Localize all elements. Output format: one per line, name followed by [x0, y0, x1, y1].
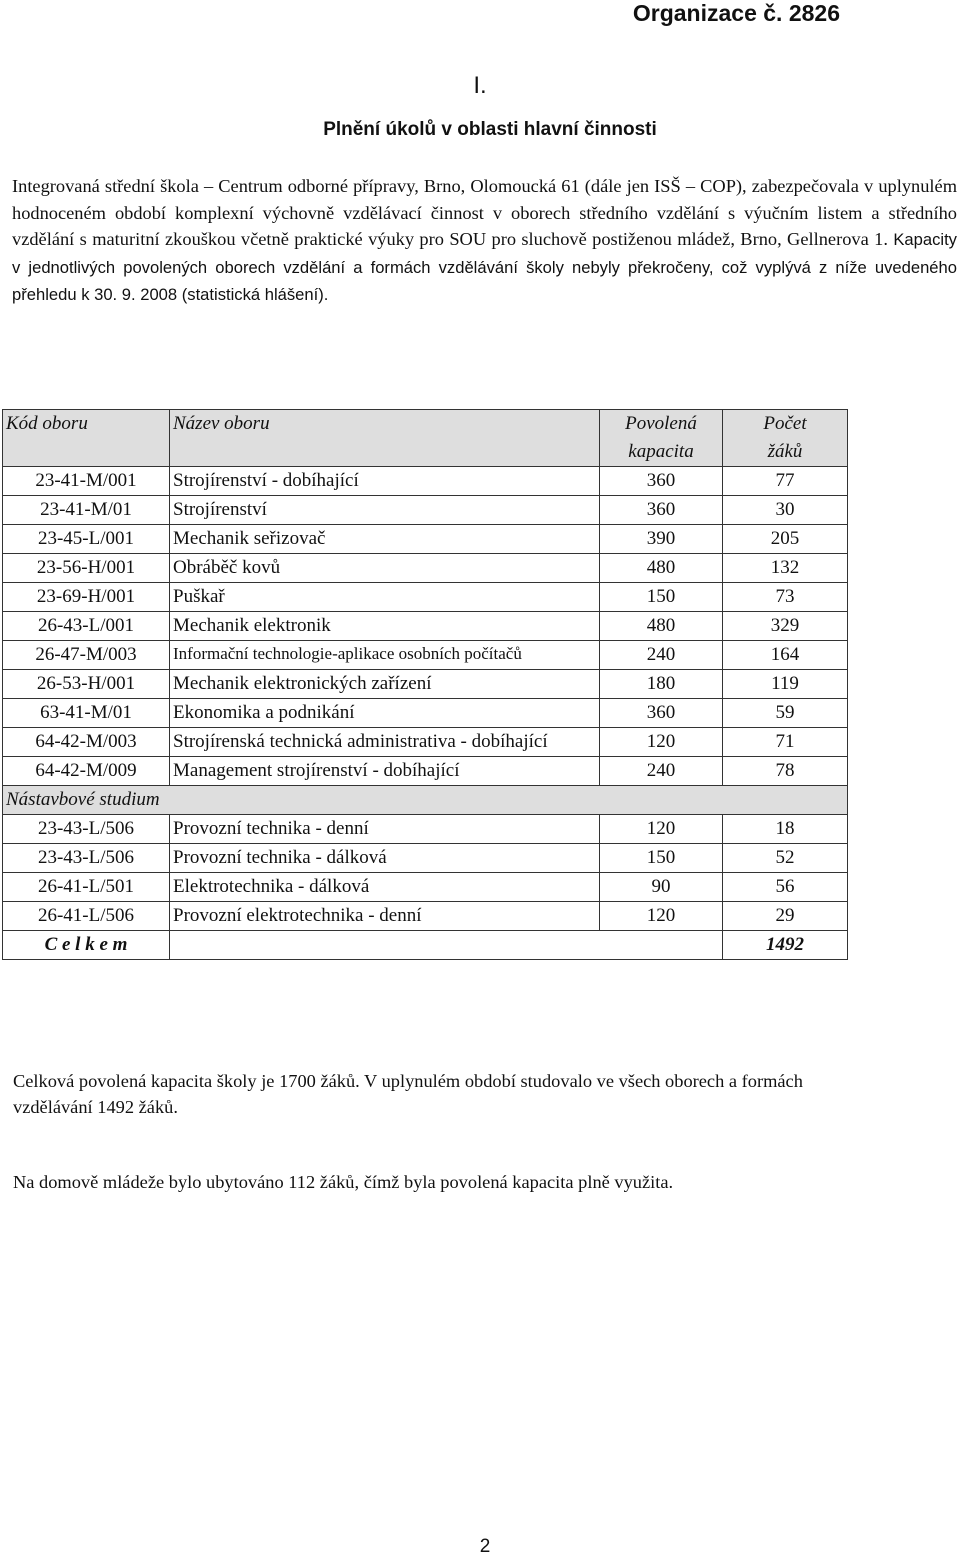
- cell-name: Strojírenství: [170, 496, 600, 525]
- cell-pupils: 205: [723, 525, 848, 554]
- page-number: 2: [479, 1536, 491, 1557]
- header-pupils: [723, 410, 848, 467]
- intro-text-sans: Kapacity v jednotlivých povolených oborech vzdělání a formách vzdělávání školy nebyly překročeny, což vyplývá z níže uvedeného přehledu k 30. 9. 2008 (statistická hlášení).: [12, 230, 957, 304]
- cell-name: Strojírenství - dobíhající: [170, 467, 600, 496]
- header-capacity-line2: kapacita: [628, 441, 694, 462]
- cell-code: 26-41-L/506: [3, 902, 170, 931]
- cell-pupils: 71: [723, 728, 848, 757]
- total-label: C e l k e m: [3, 931, 170, 960]
- cell-pupils: 77: [723, 467, 848, 496]
- cell-code: 63-41-M/01: [3, 699, 170, 728]
- header-name: Název oboru: [170, 410, 600, 467]
- capacity-table: [2, 409, 848, 960]
- total-row: [3, 931, 848, 960]
- cell-capacity: 150: [600, 583, 723, 612]
- cell-pupils: 73: [723, 583, 848, 612]
- cell-name: Elektrotechnika - dálková: [170, 873, 600, 902]
- table-row: [3, 844, 848, 873]
- table-row: [3, 525, 848, 554]
- cell-code: 64-42-M/009: [3, 757, 170, 786]
- table-row: [3, 583, 848, 612]
- table-header-row: [3, 410, 848, 467]
- cell-pupils: 329: [723, 612, 848, 641]
- cell-pupils: 29: [723, 902, 848, 931]
- header-pupils-line2: žáků: [767, 441, 803, 462]
- table-row: [3, 699, 848, 728]
- total-empty-cell: [170, 931, 723, 960]
- cell-name: Mechanik elektronických zařízení: [170, 670, 600, 699]
- organization-number: Organizace č. 2826: [632, 0, 840, 26]
- intro-text-serif: Integrovaná střední škola – Centrum odborné přípravy, Brno, Olomoucká 61 (dále jen ISŠ – COP), zabezpečovala v uplynulém hodnoceném období komplexní výchovně vzdělávací činnost v oborech středního vzdělání s výučním listem a středního vzdělání s maturitní zkouškou včetně praktické výuky pro SOU pro sluchově postiženou mládež, Brno, Gellnerova 1.: [12, 176, 957, 249]
- cell-pupils: 164: [723, 641, 848, 670]
- dormitory-note: Na domově mládeže bylo ubytováno 112 žáků, čímž byla povolená kapacita plně využita.: [13, 1172, 674, 1192]
- cell-name: Mechanik elektronik: [170, 612, 600, 641]
- cell-name: Provozní elektrotechnika - denní: [170, 902, 600, 931]
- table-row: [3, 496, 848, 525]
- cell-capacity: 180: [600, 670, 723, 699]
- cell-capacity: 360: [600, 496, 723, 525]
- cell-capacity: 360: [600, 467, 723, 496]
- cell-code: 23-45-L/001: [3, 525, 170, 554]
- cell-capacity: 120: [600, 728, 723, 757]
- cell-name: Obráběč kovů: [170, 554, 600, 583]
- table-row: [3, 902, 848, 931]
- cell-code: 23-69-H/001: [3, 583, 170, 612]
- cell-code: 23-56-H/001: [3, 554, 170, 583]
- cell-code: 26-53-H/001: [3, 670, 170, 699]
- cell-pupils: 119: [723, 670, 848, 699]
- section-numeral: I.: [473, 72, 487, 99]
- table-row: [3, 873, 848, 902]
- cell-capacity: 390: [600, 525, 723, 554]
- table-row: [3, 612, 848, 641]
- cell-name: Mechanik seřizovač: [170, 525, 600, 554]
- cell-name: Management strojírenství - dobíhající: [170, 757, 600, 786]
- table-row: [3, 641, 848, 670]
- cell-code: 23-41-M/01: [3, 496, 170, 525]
- cell-pupils: 56: [723, 873, 848, 902]
- cell-code: 23-43-L/506: [3, 844, 170, 873]
- section-heading: Plnění úkolů v oblasti hlavní činnosti: [323, 119, 657, 140]
- cell-pupils: 59: [723, 699, 848, 728]
- table-row: [3, 670, 848, 699]
- cell-name: Provozní technika - denní: [170, 815, 600, 844]
- table-row: [3, 467, 848, 496]
- cell-capacity: 240: [600, 757, 723, 786]
- table-row: [3, 554, 848, 583]
- cell-capacity: 240: [600, 641, 723, 670]
- header-capacity: [600, 410, 723, 467]
- cell-capacity: 90: [600, 873, 723, 902]
- total-value: 1492: [723, 931, 848, 960]
- cell-capacity: 360: [600, 699, 723, 728]
- table-row: [3, 757, 848, 786]
- cell-capacity: 120: [600, 902, 723, 931]
- table-row: [3, 728, 848, 757]
- intro-paragraph: [12, 173, 957, 309]
- capacity-note: Celková povolená kapacita školy je 1700 žáků. V uplynulém období studovalo ve všech oborech a formách vzdělávání 1492 žáků.: [13, 1071, 803, 1117]
- cell-capacity: 120: [600, 815, 723, 844]
- subheading-row: [3, 786, 848, 815]
- header-capacity-line1: Povolená: [625, 413, 697, 434]
- cell-code: 26-47-M/003: [3, 641, 170, 670]
- cell-pupils: 18: [723, 815, 848, 844]
- cell-capacity: 480: [600, 612, 723, 641]
- cell-code: 23-41-M/001: [3, 467, 170, 496]
- cell-code: 64-42-M/003: [3, 728, 170, 757]
- cell-code: 26-41-L/501: [3, 873, 170, 902]
- cell-name: Strojírenská technická administrativa - dobíhající: [170, 728, 600, 757]
- header-code: Kód oboru: [3, 410, 170, 467]
- cell-pupils: 132: [723, 554, 848, 583]
- cell-code: 23-43-L/506: [3, 815, 170, 844]
- subheading-extension-study: Nástavbové studium: [3, 786, 848, 815]
- header-pupils-line1: Počet: [763, 413, 807, 434]
- cell-capacity: 150: [600, 844, 723, 873]
- cell-pupils: 30: [723, 496, 848, 525]
- table-row: [3, 815, 848, 844]
- cell-pupils: 78: [723, 757, 848, 786]
- cell-capacity: 480: [600, 554, 723, 583]
- cell-name: Ekonomika a podnikání: [170, 699, 600, 728]
- cell-code: 26-43-L/001: [3, 612, 170, 641]
- cell-name: Puškař: [170, 583, 600, 612]
- cell-name: Informační technologie-aplikace osobních počítačů: [170, 641, 600, 670]
- cell-pupils: 52: [723, 844, 848, 873]
- cell-name: Provozní technika - dálková: [170, 844, 600, 873]
